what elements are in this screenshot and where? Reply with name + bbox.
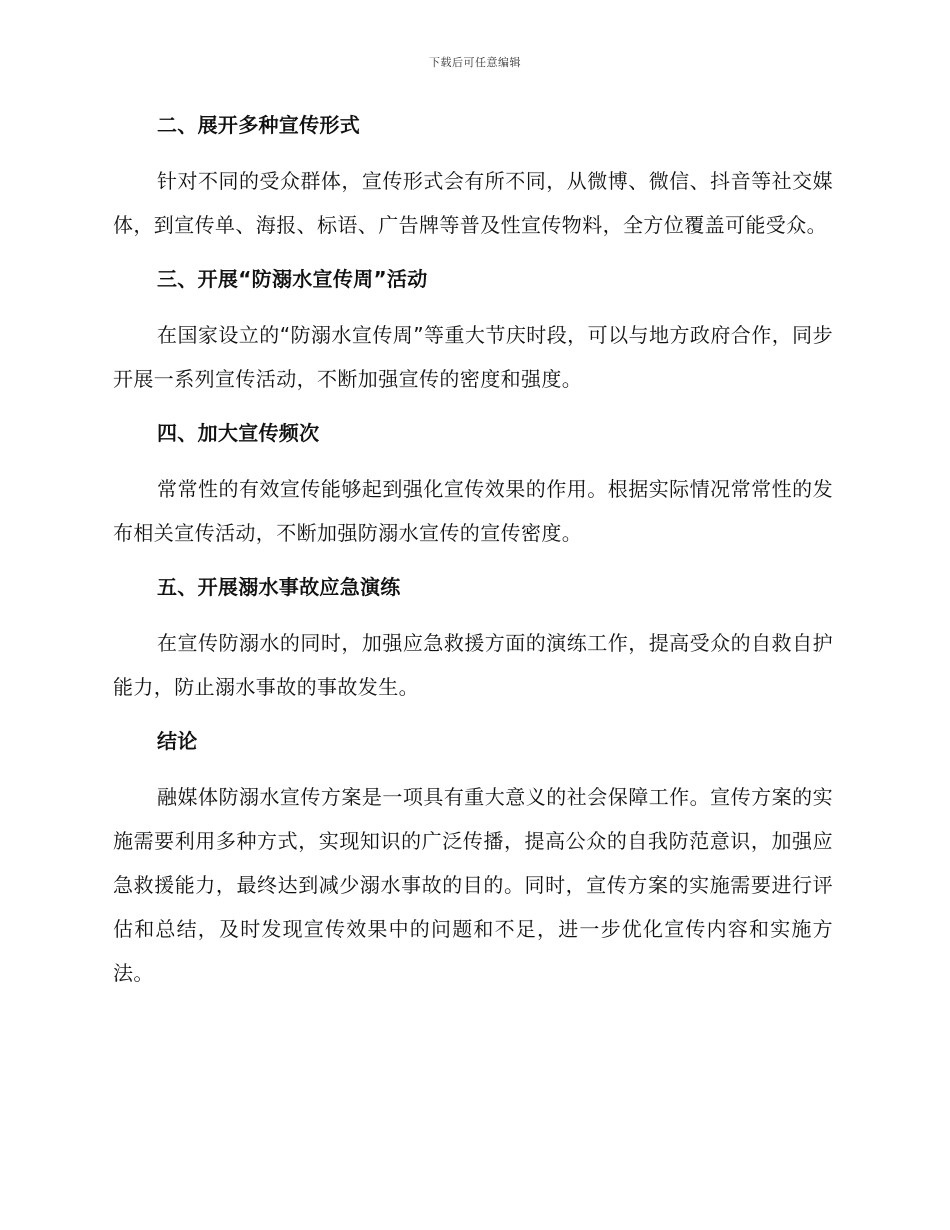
- section-paragraph-2: 针对不同的受众群体，宣传形式会有所不同，从微博、微信、抖音等社交媒体，到宣传单、海报、标语、广告牌等普及性宣传物料，全方位覆盖可能受众。: [113, 169, 833, 237]
- section-heading-2: 二、展开多种宣传形式: [157, 113, 360, 137]
- section-paragraph-3: 在国家设立的“防溺水宣传周”等重大节庆时段，可以与地方政府合作，同步开展一系列宣传活动，不断加强宣传的密度和强度。: [113, 323, 833, 391]
- header-note: 下载后可任意编辑: [429, 56, 521, 69]
- section-paragraph-4: 常常性的有效宣传能够起到强化宣传效果的作用。根据实际情况常常性的发布相关宣传活动，不断加强防溺水宣传的宣传密度。: [113, 477, 833, 545]
- section-paragraph-5: 在宣传防溺水的同时，加强应急救援方面的演练工作，提高受众的自救自护能力，防止溺水事故的事故发生。: [113, 631, 833, 699]
- section-heading-5: 五、开展溺水事故应急演练: [157, 575, 401, 599]
- conclusion-paragraph: 融媒体防溺水宣传方案是一项具有重大意义的社会保障工作。宣传方案的实施需要利用多种方式，实现知识的广泛传播，提高公众的自我防范意识，加强应急救援能力，最终达到减少溺水事故的目的。同时，宣传方案的实施需要进行评估和总结，及时发现宣传效果中的问题和不足，进一步优化宣传内容和实施方法。: [113, 785, 833, 985]
- section-heading-4: 四、加大宣传频次: [157, 421, 320, 445]
- document-body: [113, 110, 833, 995]
- section-heading-3: 三、开展“防溺水宣传周”活动: [157, 267, 428, 291]
- conclusion-heading: 结论: [157, 729, 198, 753]
